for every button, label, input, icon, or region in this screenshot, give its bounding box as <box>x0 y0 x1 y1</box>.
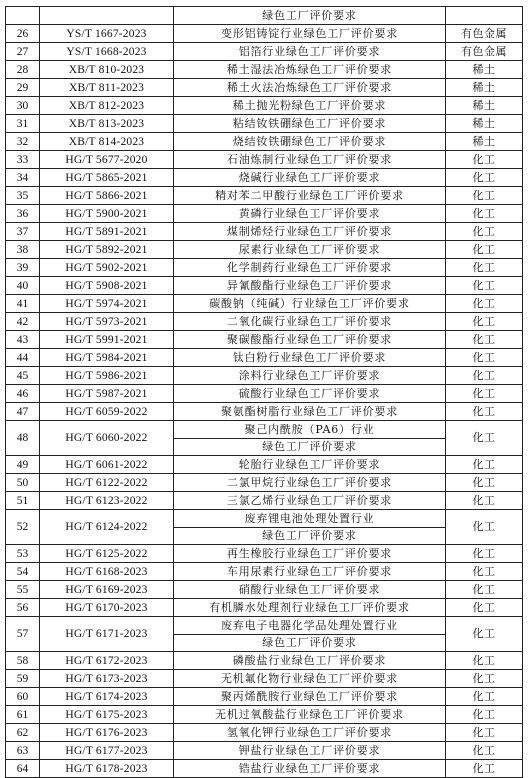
table-row <box>6 617 523 652</box>
standard-name: 黄磷行业绿色工厂评价要求 <box>174 205 446 223</box>
table-row <box>6 421 523 456</box>
category: 化工 <box>446 760 523 778</box>
standard-name: 磷酸盐行业绿色工厂评价要求 <box>174 652 446 670</box>
table-row <box>6 652 523 670</box>
category: 化工 <box>446 385 523 403</box>
standard-name-line2: 绿色工厂评价要求 <box>262 636 357 649</box>
standard-code: HG/T 6175-2023 <box>40 706 174 724</box>
table-row <box>6 151 523 169</box>
standard-code: HG/T 5908-2021 <box>40 277 174 295</box>
category: 化工 <box>446 724 523 742</box>
row-number: 46 <box>6 385 40 403</box>
standard-name: 聚碳酸酯行业绿色工厂评价要求 <box>174 331 446 349</box>
row-number: 33 <box>6 151 40 169</box>
standard-name: 异氰酸酯行业绿色工厂评价要求 <box>174 277 446 295</box>
table-row <box>6 581 523 599</box>
standard-code: XB/T 814-2023 <box>40 133 174 151</box>
row-number: 48 <box>6 421 40 456</box>
row-number: 54 <box>6 563 40 581</box>
category: 有色金属 <box>446 43 523 61</box>
category: 化工 <box>446 706 523 724</box>
standard-name: 硝酸行业绿色工厂评价要求 <box>174 581 446 599</box>
table-row <box>6 61 523 79</box>
row-number: 36 <box>6 205 40 223</box>
table-row <box>6 385 523 403</box>
standard-code: HG/T 6169-2023 <box>40 581 174 599</box>
standard-name: 车用尿素行业绿色工厂评价要求 <box>174 563 446 581</box>
standard-code: HG/T 5866-2021 <box>40 187 174 205</box>
row-number: 60 <box>6 688 40 706</box>
table-row <box>6 25 523 43</box>
standard-code: XB/T 810-2023 <box>40 61 174 79</box>
standard-code: XB/T 811-2023 <box>40 79 174 97</box>
category: 化工 <box>446 277 523 295</box>
standard-code: HG/T 6174-2023 <box>40 688 174 706</box>
standard-code: HG/T 6060-2022 <box>40 421 174 456</box>
standard-code: HG/T 6122-2022 <box>40 474 174 492</box>
standard-code: YS/T 1667-2023 <box>40 25 174 43</box>
standard-code: HG/T 5991-2021 <box>40 331 174 349</box>
standard-name: 二氯甲烷行业绿色工厂评价要求 <box>174 474 446 492</box>
row-number: 61 <box>6 706 40 724</box>
standard-code: HG/T 5986-2021 <box>40 367 174 385</box>
standard-code: HG/T 5900-2021 <box>40 205 174 223</box>
standard-code: HG/T 5984-2021 <box>40 349 174 367</box>
standards-table <box>5 6 523 778</box>
table-row <box>6 223 523 241</box>
table-row <box>6 331 523 349</box>
standard-code: HG/T 6173-2023 <box>40 670 174 688</box>
standard-name: 变形铝铸锭行业绿色工厂评价要求 <box>174 25 446 43</box>
standard-code: HG/T 6061-2022 <box>40 456 174 474</box>
category: 化工 <box>446 474 523 492</box>
row-number: 34 <box>6 169 40 187</box>
category: 化工 <box>446 652 523 670</box>
standard-code: HG/T 5677-2020 <box>40 151 174 169</box>
row-number: 62 <box>6 724 40 742</box>
table-row <box>6 133 523 151</box>
row-number: 37 <box>6 223 40 241</box>
row-number: 63 <box>6 742 40 760</box>
table-row <box>6 97 523 115</box>
row-number: 35 <box>6 187 40 205</box>
row-number: 26 <box>6 25 40 43</box>
standard-code: HG/T 6123-2022 <box>40 492 174 510</box>
category: 稀土 <box>446 115 523 133</box>
standard-name: 铝箔行业绿色工厂评价要求 <box>174 43 446 61</box>
category: 化工 <box>446 259 523 277</box>
category: 稀土 <box>446 133 523 151</box>
row-number: 45 <box>6 367 40 385</box>
standard-code: HG/T 5892-2021 <box>40 241 174 259</box>
category: 化工 <box>446 510 523 545</box>
standard-name: 石油炼制行业绿色工厂评价要求 <box>174 151 446 169</box>
table-row <box>6 545 523 563</box>
standard-name: 煤制烯烃行业绿色工厂评价要求 <box>174 223 446 241</box>
category: 化工 <box>446 617 523 652</box>
category: 化工 <box>446 545 523 563</box>
table-row <box>6 7 523 25</box>
standard-name: 精对苯二甲酸行业绿色工厂评价要求 <box>174 187 446 205</box>
standard-code: HG/T 6171-2023 <box>40 617 174 652</box>
standard-code: YS/T 1668-2023 <box>40 43 174 61</box>
table-row <box>6 277 523 295</box>
standard-code: HG/T 5973-2021 <box>40 313 174 331</box>
category: 稀土 <box>446 79 523 97</box>
row-number: 38 <box>6 241 40 259</box>
row-number: 44 <box>6 349 40 367</box>
standard-code: HG/T 6170-2023 <box>40 599 174 617</box>
table-row <box>6 510 523 545</box>
standard-name: 硫酸行业绿色工厂评价要求 <box>174 385 446 403</box>
standard-code: HG/T 5974-2021 <box>40 295 174 313</box>
standard-name: 聚氨酯树脂行业绿色工厂评价要求 <box>174 403 446 421</box>
table-row <box>6 492 523 510</box>
row-number: 47 <box>6 403 40 421</box>
standard-name <box>174 421 446 456</box>
table-row <box>6 79 523 97</box>
standard-code: HG/T 6177-2023 <box>40 742 174 760</box>
standard-name-line1: 废弃电子电器化学品处理处置行业 <box>174 617 445 635</box>
standard-name: 尿素行业绿色工厂评价要求 <box>174 241 446 259</box>
category: 化工 <box>446 169 523 187</box>
row-number: 56 <box>6 599 40 617</box>
category: 化工 <box>446 456 523 474</box>
row-number: 58 <box>6 652 40 670</box>
category: 化工 <box>446 670 523 688</box>
standard-code: HG/T 5987-2021 <box>40 385 174 403</box>
category: 化工 <box>446 421 523 456</box>
row-number: 32 <box>6 133 40 151</box>
standard-name: 钾盐行业绿色工厂评价要求 <box>174 742 446 760</box>
standard-name: 氢氧化钾行业绿色工厂评价要求 <box>174 724 446 742</box>
standard-name-line2: 绿色工厂评价要求 <box>262 440 357 453</box>
row-number: 39 <box>6 259 40 277</box>
row-number: 27 <box>6 43 40 61</box>
category: 稀土 <box>446 97 523 115</box>
standard-name: 化学制药行业绿色工厂评价要求 <box>174 259 446 277</box>
category <box>446 7 523 25</box>
standard-name: 无机氟化物行业绿色工厂评价要求 <box>174 670 446 688</box>
row-number: 29 <box>6 79 40 97</box>
category: 化工 <box>446 688 523 706</box>
standard-name: 轮胎行业绿色工厂评价要求 <box>174 456 446 474</box>
table-row <box>6 760 523 778</box>
standard-code: HG/T 6178-2023 <box>40 760 174 778</box>
standard-name: 稀土抛光粉绿色工厂评价要求 <box>174 97 446 115</box>
row-number: 51 <box>6 492 40 510</box>
row-number: 52 <box>6 510 40 545</box>
row-number: 31 <box>6 115 40 133</box>
row-number: 55 <box>6 581 40 599</box>
category: 化工 <box>446 367 523 385</box>
row-number: 42 <box>6 313 40 331</box>
standard-name: 稀土火法冶炼绿色工厂评价要求 <box>174 79 446 97</box>
table-row <box>6 349 523 367</box>
standard-name: 聚丙烯酰胺行业绿色工厂评价要求 <box>174 688 446 706</box>
category: 化工 <box>446 331 523 349</box>
standard-name: 稀土湿法冶炼绿色工厂评价要求 <box>174 61 446 79</box>
standard-name-line1: 废弃锂电池处理处置行业 <box>174 510 445 528</box>
table-row <box>6 295 523 313</box>
standard-name: 烧结钕铁硼绿色工厂评价要求 <box>174 133 446 151</box>
table-row <box>6 43 523 61</box>
row-number: 50 <box>6 474 40 492</box>
row-number: 59 <box>6 670 40 688</box>
standard-name: 锆盐行业绿色工厂评价要求 <box>174 760 446 778</box>
standard-name-line1: 聚己内酰胺（PA6）行业 <box>174 421 445 439</box>
table-row <box>6 169 523 187</box>
standard-code: XB/T 812-2023 <box>40 97 174 115</box>
table-row <box>6 367 523 385</box>
table-row <box>6 259 523 277</box>
table-row <box>6 563 523 581</box>
category: 化工 <box>446 241 523 259</box>
category: 化工 <box>446 403 523 421</box>
category: 化工 <box>446 295 523 313</box>
category: 化工 <box>446 187 523 205</box>
standard-code: HG/T 6059-2022 <box>40 403 174 421</box>
table-row <box>6 241 523 259</box>
row-number: 57 <box>6 617 40 652</box>
standard-name: 粘结钕铁硼绿色工厂评价要求 <box>174 115 446 133</box>
table-row <box>6 313 523 331</box>
table-row <box>6 205 523 223</box>
category: 化工 <box>446 151 523 169</box>
standard-code: HG/T 5902-2021 <box>40 259 174 277</box>
category: 稀土 <box>446 61 523 79</box>
standard-code: HG/T 6124-2022 <box>40 510 174 545</box>
table-row <box>6 599 523 617</box>
standard-name: 有机膦水处理剂行业绿色工厂评价要求 <box>174 599 446 617</box>
row-number: 49 <box>6 456 40 474</box>
table-row <box>6 724 523 742</box>
standard-code <box>40 7 174 25</box>
standard-name: 再生橡胶行业绿色工厂评价要求 <box>174 545 446 563</box>
standard-name-line2: 绿色工厂评价要求 <box>262 529 357 542</box>
row-number: 30 <box>6 97 40 115</box>
table-row <box>6 456 523 474</box>
row-number: 43 <box>6 331 40 349</box>
standard-name <box>174 617 446 652</box>
category: 化工 <box>446 205 523 223</box>
category: 化工 <box>446 492 523 510</box>
standard-name: 三氯乙烯行业绿色工厂评价要求 <box>174 492 446 510</box>
standard-name: 涂料行业绿色工厂评价要求 <box>174 367 446 385</box>
standard-name: 烧碱行业绿色工厂评价要求 <box>174 169 446 187</box>
standard-code: HG/T 5865-2021 <box>40 169 174 187</box>
row-number: 64 <box>6 760 40 778</box>
standard-name: 钛白粉行业绿色工厂评价要求 <box>174 349 446 367</box>
standard-code: XB/T 813-2023 <box>40 115 174 133</box>
row-number: 40 <box>6 277 40 295</box>
row-number: 41 <box>6 295 40 313</box>
category: 化工 <box>446 349 523 367</box>
table-row <box>6 670 523 688</box>
standard-code: HG/T 6176-2023 <box>40 724 174 742</box>
standard-code: HG/T 5891-2021 <box>40 223 174 241</box>
standard-code: HG/T 6172-2023 <box>40 652 174 670</box>
table-row <box>6 688 523 706</box>
standard-name: 无机过氧酸盐行业绿色工厂评价要求 <box>174 706 446 724</box>
standard-code: HG/T 6125-2022 <box>40 545 174 563</box>
category: 化工 <box>446 581 523 599</box>
category: 化工 <box>446 742 523 760</box>
standard-name: 碳酸钠（纯碱）行业绿色工厂评价要求 <box>174 295 446 313</box>
row-number: 28 <box>6 61 40 79</box>
category: 化工 <box>446 223 523 241</box>
category: 化工 <box>446 599 523 617</box>
table-row <box>6 706 523 724</box>
category: 有色金属 <box>446 25 523 43</box>
row-number <box>6 7 40 25</box>
standard-code: HG/T 6168-2023 <box>40 563 174 581</box>
table-row <box>6 474 523 492</box>
table-row <box>6 187 523 205</box>
standard-name: 二氧化碳行业绿色工厂评价要求 <box>174 313 446 331</box>
category: 化工 <box>446 563 523 581</box>
standard-name <box>174 510 446 545</box>
table-row <box>6 115 523 133</box>
table-row <box>6 403 523 421</box>
standard-name: 绿色工厂评价要求 <box>174 7 446 25</box>
category: 化工 <box>446 313 523 331</box>
table-row <box>6 742 523 760</box>
row-number: 53 <box>6 545 40 563</box>
